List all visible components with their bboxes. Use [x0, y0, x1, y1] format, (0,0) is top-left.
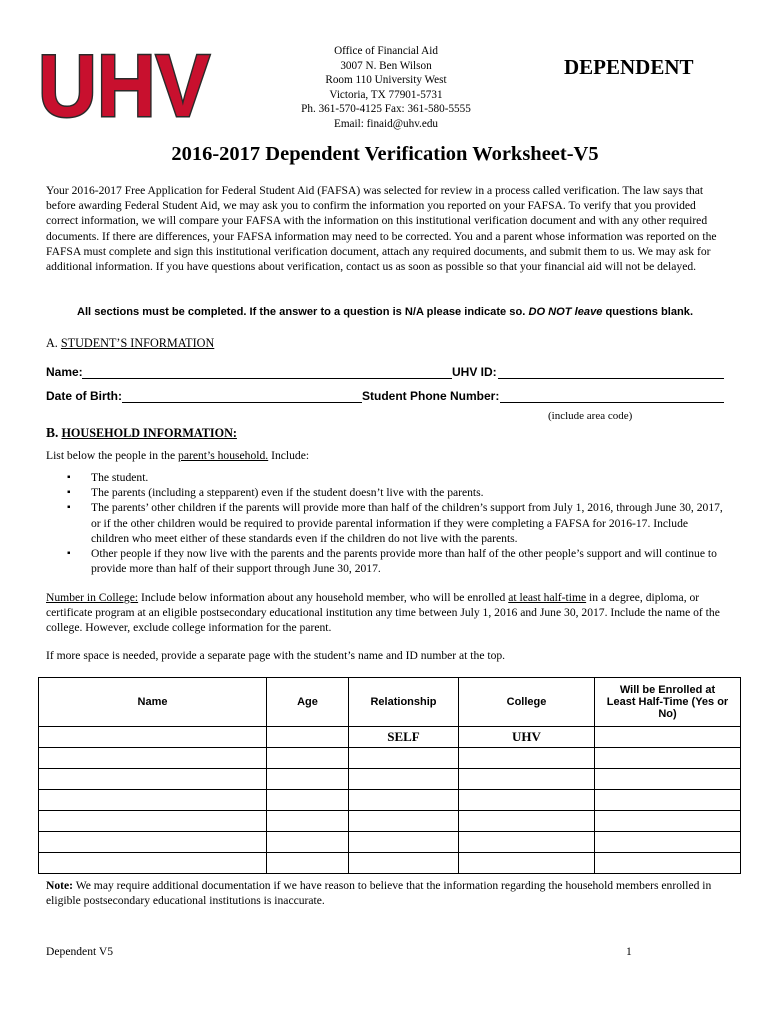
table-cell: SELF: [349, 727, 459, 748]
uhv-id-field[interactable]: [498, 378, 724, 379]
table-cell[interactable]: [459, 790, 595, 811]
phone-label: Student Phone Number:: [362, 389, 500, 403]
table-cell[interactable]: [39, 727, 267, 748]
table-cell[interactable]: [267, 853, 349, 874]
page-number: 1: [626, 945, 632, 958]
table-cell[interactable]: [459, 832, 595, 853]
table-cell[interactable]: [267, 769, 349, 790]
area-code-hint: (include area code): [548, 410, 633, 422]
table-cell[interactable]: [459, 769, 595, 790]
completion-notice: [0, 306, 770, 318]
phone-field[interactable]: [500, 402, 724, 403]
table-cell[interactable]: [595, 790, 741, 811]
section-a-heading: [46, 336, 214, 351]
office-line: 3007 N. Ben Wilson: [340, 59, 432, 72]
header-relationship: Relationship: [349, 678, 459, 727]
table-cell[interactable]: [267, 748, 349, 769]
table-cell[interactable]: [349, 790, 459, 811]
table-row: [39, 811, 741, 832]
student-name-label: Name:: [46, 365, 83, 379]
section-b-heading: [46, 425, 237, 441]
table-cell[interactable]: [349, 832, 459, 853]
notice-prefix: All sections must be completed. If the answer to a question is N/A please indicate so.: [76, 306, 526, 318]
list-item: ▪ The parents (including a stepparent) even if the student doesn’t live with the parents.: [67, 485, 727, 500]
office-email: Email: finaid@uhv.edu: [333, 117, 439, 130]
table-cell[interactable]: [267, 727, 349, 748]
household-list-intro: [46, 449, 309, 462]
table-row: [39, 748, 741, 769]
table-cell[interactable]: [39, 811, 267, 832]
table-cell[interactable]: [595, 727, 741, 748]
dob-field[interactable]: [122, 402, 362, 403]
list-intro-suffix: Include:: [271, 449, 310, 462]
section-a-title: STUDENT’S INFORMATION: [60, 336, 215, 350]
household-table: [38, 677, 741, 874]
table-cell[interactable]: [267, 790, 349, 811]
table-cell[interactable]: [349, 853, 459, 874]
section-b-letter: B.: [46, 425, 59, 440]
footer-version: Dependent V5: [46, 945, 114, 958]
list-item: ▪ The parents’ other children if the parents will provide more than half of the children’s support from July 1, 2016, through June 30, 2017, or if the other children would be required to provide parental information if they were completing a FAFSA for 2016-17. Include children who meet either of these standards even if the children do not live with the parents.: [67, 500, 727, 546]
notice-suffix: questions blank.: [605, 306, 694, 318]
office-address: [270, 44, 502, 132]
dob-label: Date of Birth:: [46, 389, 122, 403]
table-cell[interactable]: [459, 748, 595, 769]
table-cell[interactable]: [595, 748, 741, 769]
header-name: Name: [39, 678, 267, 727]
college-text-1: Include below information about any household member, who will be enrolled: [141, 591, 506, 604]
documentation-note: [46, 878, 728, 908]
table-row: [39, 832, 741, 853]
section-b-title: HOUSEHOLD INFORMATION:: [61, 426, 237, 440]
list-item: ▪ Other people if they now live with the parents and the parents provide more than half of the other people’s support and will continue to provide more than half of their support through June 30, 2017.: [67, 546, 727, 576]
header-age: Age: [267, 678, 349, 727]
number-in-college-paragraph: [46, 590, 728, 636]
header-college: College: [459, 678, 595, 727]
table-row: [39, 727, 741, 748]
table-cell[interactable]: [267, 811, 349, 832]
list-item: ▪ The student.: [67, 470, 727, 485]
table-row: [39, 769, 741, 790]
table-cell[interactable]: [595, 832, 741, 853]
office-line: Office of Financial Aid: [334, 45, 438, 57]
table-row: [39, 853, 741, 874]
table-cell[interactable]: [39, 769, 267, 790]
student-name-field[interactable]: [82, 378, 452, 379]
table-row: [39, 790, 741, 811]
header-enrolled: Will be Enrolled at Least Half-Time (Yes or No): [595, 678, 741, 727]
table-cell[interactable]: [39, 790, 267, 811]
office-line: Room 110 University West: [325, 74, 447, 87]
list-intro-link: parent’s household.: [178, 449, 269, 462]
table-cell[interactable]: [349, 811, 459, 832]
table-cell[interactable]: [459, 811, 595, 832]
college-text-2: in a degree, diploma, or certificate program at an eligible postsecondary educational institution any time between July 1, 2016 and June 30, 2017. Include the name of the college. However, exclude college information for the parent.: [46, 591, 720, 635]
table-cell[interactable]: [595, 811, 741, 832]
table-cell[interactable]: [595, 853, 741, 874]
office-line: Ph. 361-570-4125 Fax: 361-580-5555: [301, 103, 471, 116]
table-cell[interactable]: [349, 769, 459, 790]
notice-emphasis: DO NOT leave: [528, 306, 603, 318]
section-a-letter: A.: [46, 336, 58, 350]
table-header-row: [39, 678, 741, 727]
dependency-status: DEPENDENT: [564, 55, 694, 79]
list-intro-prefix: List below the people in the: [46, 449, 176, 462]
page-title: 2016-2017 Dependent Verification Worksheet-V5: [171, 143, 599, 165]
college-underlined: at least half-time: [508, 591, 587, 604]
table-cell[interactable]: [267, 832, 349, 853]
college-label: Number in College:: [46, 591, 139, 604]
table-cell[interactable]: [39, 832, 267, 853]
table-cell: UHV: [459, 727, 595, 748]
household-bullets: [67, 470, 727, 576]
note-text: We may require additional documentation if we have reason to believe that the information regarding the household members enrolled in eligible postsecondary educational institutions is inaccurate.: [46, 879, 712, 908]
table-cell[interactable]: [459, 853, 595, 874]
intro-paragraph: Your 2016-2017 Free Application for Federal Student Aid (FAFSA) was selected for review in a process called verification. The law says that before awarding Federal Student Aid, we may ask you to confirm the information you reported on your FAFSA. To verify that you provided correct information, we will compare your FAFSA with the information on this institutional verification document and with any other required documents. If there are differences, your FAFSA information may need to be corrected. You and a parent whose information was reported on the FAFSA must complete and sign this institutional verification document, attach any required documents, and submit them to us. We may ask for additional information. If you have questions about verification, contact us as soon as possible so that your financial aid will not be delayed.: [46, 184, 717, 274]
more-space-note: If more space is needed, provide a separate page with the student’s name and ID number at the top.: [46, 649, 506, 662]
uhv-logo-text: UHV: [38, 40, 211, 126]
uhv-id-label: UHV ID:: [452, 365, 497, 379]
note-label: Note:: [46, 879, 74, 892]
office-line: Victoria, TX 77901-5731: [329, 88, 443, 101]
table-cell[interactable]: [595, 769, 741, 790]
table-cell[interactable]: [39, 853, 267, 874]
table-cell[interactable]: [39, 748, 267, 769]
table-cell[interactable]: [349, 748, 459, 769]
uhv-logo: [36, 40, 212, 126]
